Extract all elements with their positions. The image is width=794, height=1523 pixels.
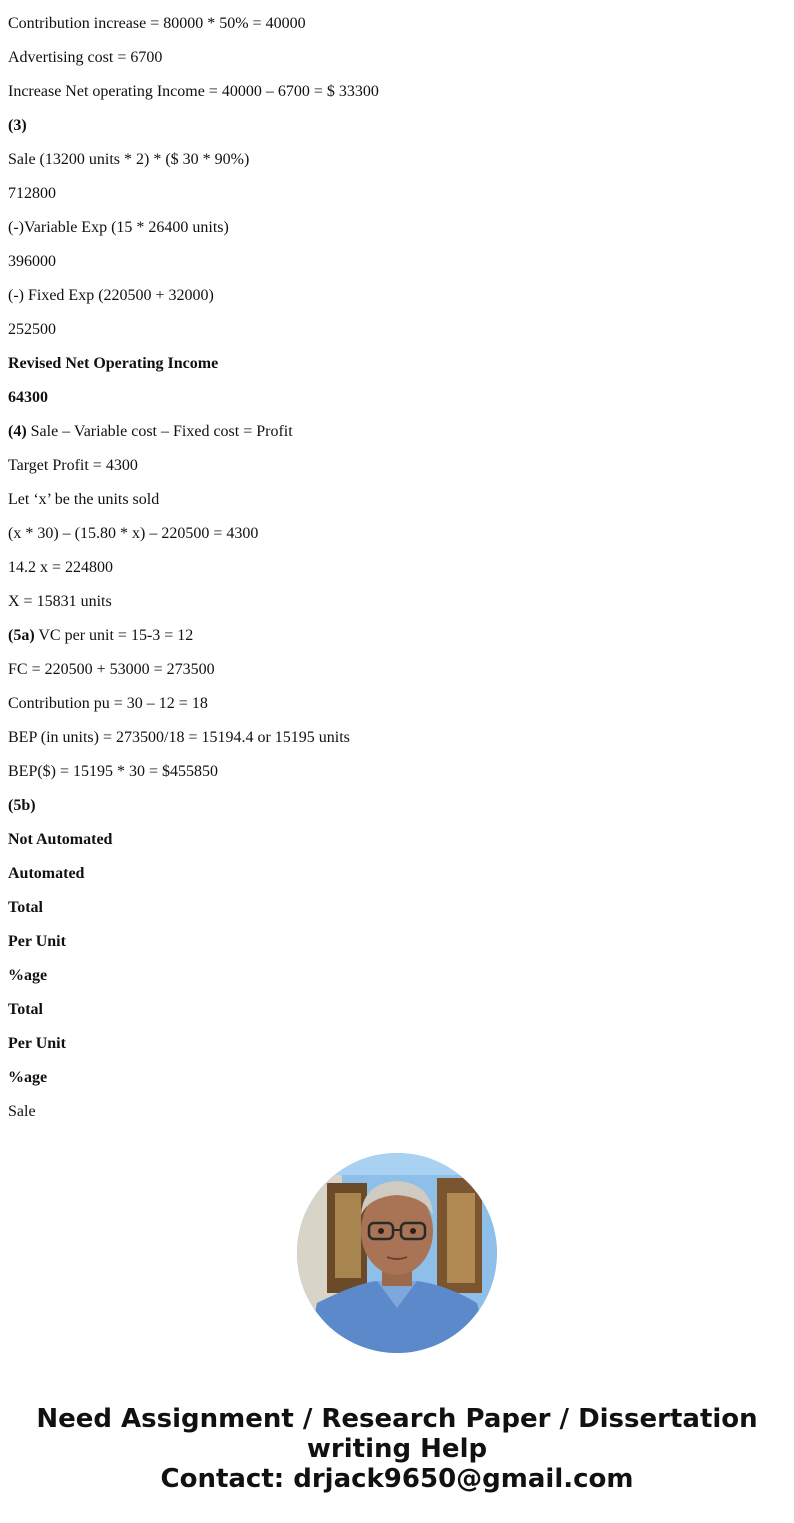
- text-line: [8, 627, 788, 661]
- contact-line: Contact: drjack9650@gmail.com: [160, 1464, 634, 1494]
- line-text: 396000: [8, 253, 56, 270]
- promo-line-2: writing Help: [306, 1434, 488, 1464]
- line-text: Target Profit = 4300: [8, 457, 138, 474]
- promo-footer: [0, 1404, 794, 1494]
- line-bold: Automated: [8, 865, 85, 882]
- text-line: [8, 797, 788, 831]
- line-text: Contribution pu = 30 – 12 = 18: [8, 695, 208, 712]
- line-bold: Revised Net Operating Income: [8, 355, 219, 372]
- author-portrait-image: [297, 1153, 497, 1353]
- text-line: [8, 355, 788, 389]
- text-line: [8, 865, 788, 899]
- line-bold: Total: [8, 899, 43, 916]
- text-line: [8, 933, 788, 967]
- text-line: [8, 287, 788, 321]
- text-line: [8, 185, 788, 219]
- solution-content: [8, 15, 788, 1137]
- line-bold: (5a): [8, 627, 35, 644]
- text-line: [8, 423, 788, 457]
- line-bold: 64300: [8, 389, 48, 406]
- line-bold: %age: [8, 967, 48, 984]
- line-text: 14.2 x = 224800: [8, 559, 114, 576]
- line-text: X = 15831 units: [8, 593, 112, 610]
- text-line: [8, 831, 788, 865]
- line-bold: Per Unit: [8, 933, 66, 950]
- text-line: [8, 899, 788, 933]
- line-text: (-)Variable Exp (15 * 26400 units): [8, 219, 229, 236]
- line-text: 712800: [8, 185, 56, 202]
- text-line: [8, 967, 788, 1001]
- text-line: [8, 1069, 788, 1103]
- text-line: [8, 491, 788, 525]
- text-line: [8, 1103, 788, 1137]
- line-bold: (3): [8, 117, 27, 134]
- line-text: Increase Net operating Income = 40000 – 6700 = $ 33300: [8, 83, 379, 100]
- text-line: [8, 729, 788, 763]
- text-line: [8, 661, 788, 695]
- line-text: BEP (in units) = 273500/18 = 15194.4 or 15195 units: [8, 729, 350, 746]
- text-line: [8, 525, 788, 559]
- line-text: Sale: [8, 1103, 36, 1120]
- line-bold: Per Unit: [8, 1035, 66, 1052]
- text-line: [8, 457, 788, 491]
- line-bold: %age: [8, 1069, 48, 1086]
- text-line: [8, 321, 788, 355]
- text-line: [8, 593, 788, 627]
- text-line: [8, 389, 788, 423]
- text-line: [8, 1001, 788, 1035]
- line-text: (x * 30) – (15.80 * x) – 220500 = 4300: [8, 525, 259, 542]
- text-line: [8, 83, 788, 117]
- author-avatar: [297, 1153, 497, 1353]
- text-line: [8, 49, 788, 83]
- line-text: Sale (13200 units * 2) * ($ 30 * 90%): [8, 151, 250, 168]
- text-line: [8, 219, 788, 253]
- text-line: [8, 695, 788, 729]
- text-line: [8, 15, 788, 49]
- text-line: [8, 1035, 788, 1069]
- text-line: [8, 151, 788, 185]
- text-line: [8, 559, 788, 593]
- line-text: (-) Fixed Exp (220500 + 32000): [8, 287, 214, 304]
- line-text: BEP($) = 15195 * 30 = $455850: [8, 763, 219, 780]
- line-bold: Total: [8, 1001, 43, 1018]
- line-bold: (4): [8, 423, 27, 440]
- line-text: VC per unit = 15-3 = 12: [34, 627, 194, 644]
- line-text: Advertising cost = 6700: [8, 49, 163, 66]
- promo-line-1: Need Assignment / Research Paper / Dissertation: [36, 1404, 758, 1434]
- line-text: Sale – Variable cost – Fixed cost = Profit: [26, 423, 293, 440]
- line-bold: Not Automated: [8, 831, 113, 848]
- text-line: [8, 117, 788, 151]
- line-text: FC = 220500 + 53000 = 273500: [8, 661, 215, 678]
- line-text: Let ‘x’ be the units sold: [8, 491, 160, 508]
- line-bold: (5b): [8, 797, 36, 814]
- text-line: [8, 763, 788, 797]
- line-text: Contribution increase = 80000 * 50% = 40000: [8, 15, 306, 32]
- line-text: 252500: [8, 321, 56, 338]
- text-line: [8, 253, 788, 287]
